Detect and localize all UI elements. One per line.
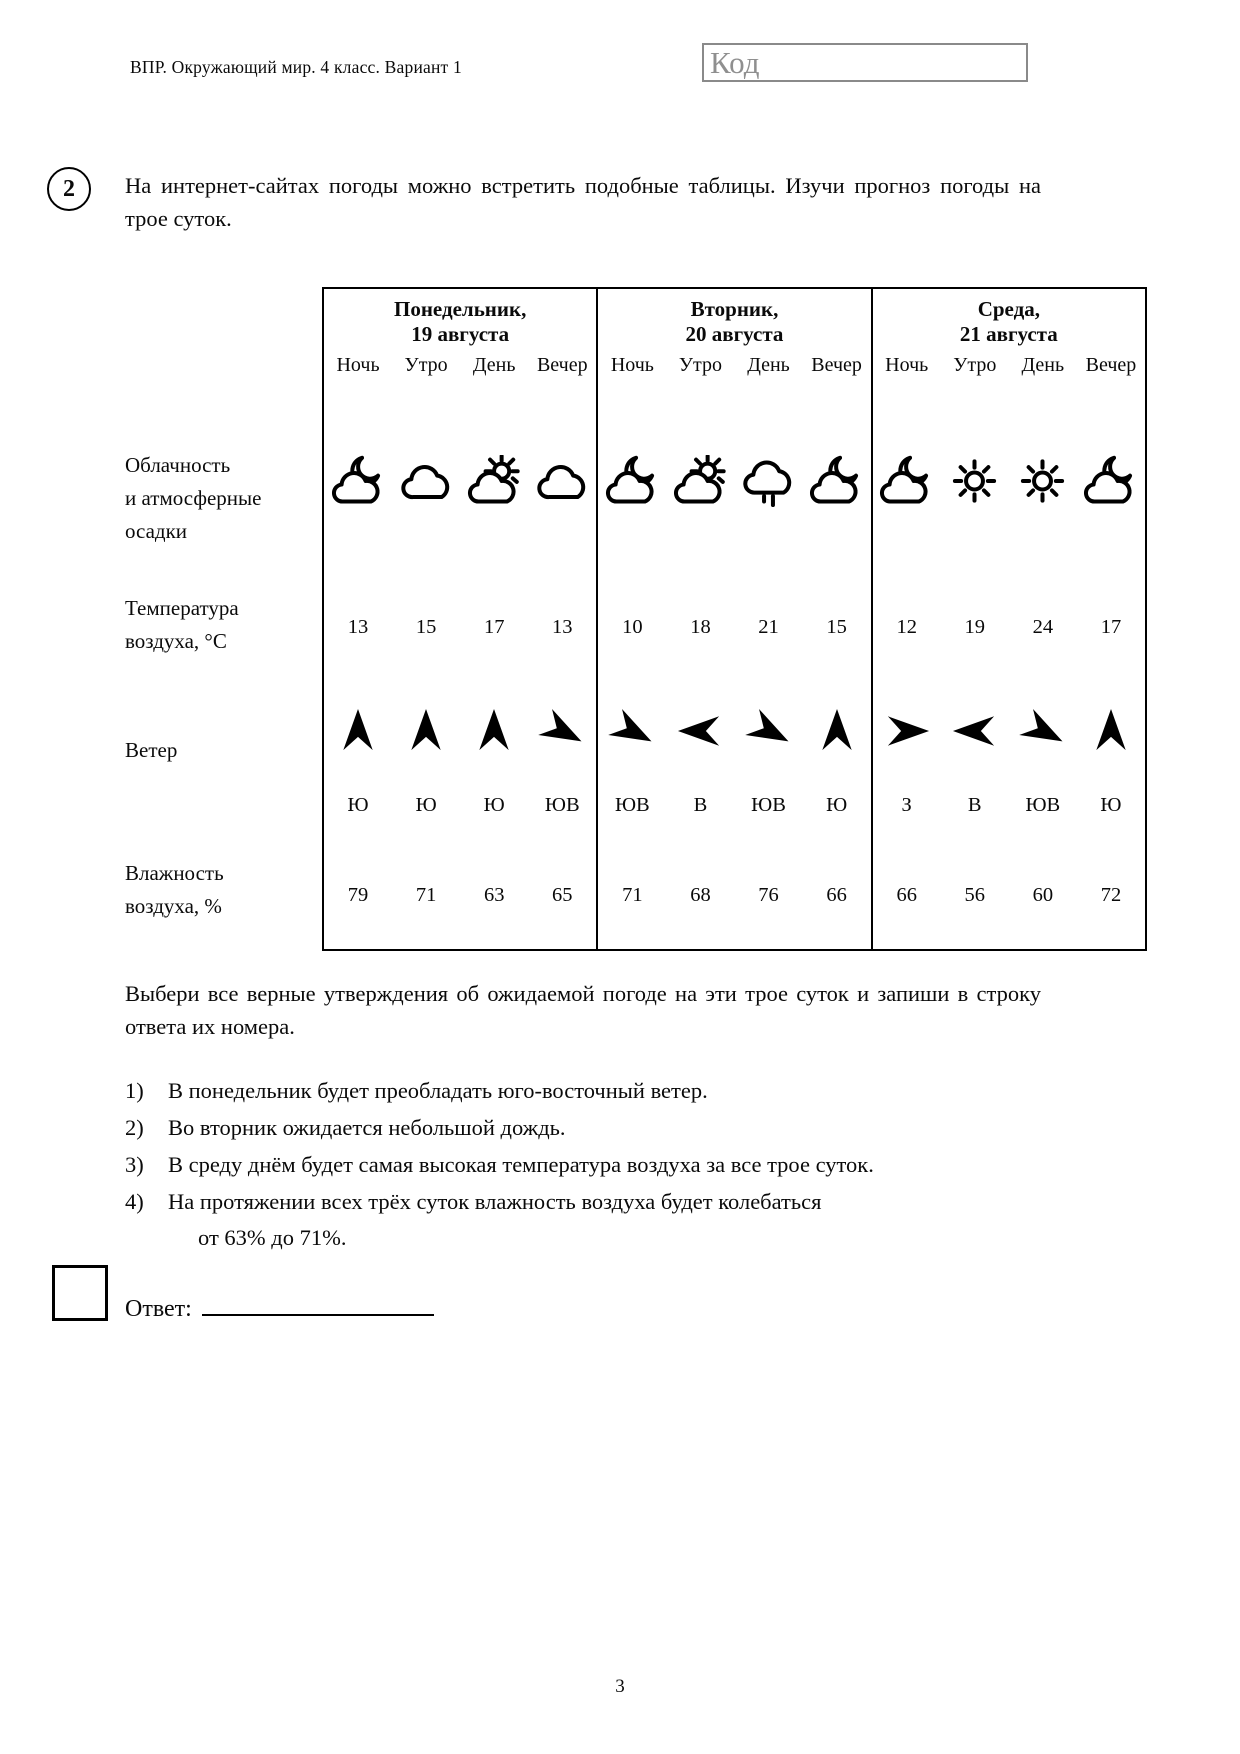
wind-arrow-icon [744, 704, 794, 758]
statements-list [125, 1073, 1041, 1257]
wind-direction-value: Ю [826, 793, 848, 816]
row-label-humidity: Влажность воздуха, % [125, 861, 224, 918]
day-name: Понедельник, 19 августа [393, 297, 527, 346]
wind-direction-value: ЮВ [544, 793, 580, 816]
cloudiness-row [598, 383, 870, 561]
wind-direction-value: Ю [1100, 793, 1122, 816]
wind-arrow-row [873, 693, 1145, 769]
day-column-2 [596, 289, 870, 949]
wind-arrow-icon [1018, 704, 1068, 758]
task-question-text: Выбери все верные утверждения об ожидаемой погоде на эти трое суток и запиши в строку ответа их номера. [125, 981, 1041, 1039]
humidity-value: 68 [690, 883, 711, 906]
humidity-value: 71 [415, 883, 437, 906]
statement-item-2 [125, 1110, 1041, 1146]
statement-number: 3) [125, 1152, 144, 1177]
humidity-value: 66 [826, 883, 847, 906]
wind-direction-value: Ю [347, 793, 369, 816]
humidity-row [873, 841, 1145, 949]
sun-cloud-icon [466, 455, 523, 507]
humidity-value: 63 [483, 883, 505, 906]
day-name: Вторник, 20 августа [685, 297, 784, 346]
row-label-clouds: Облачность и атмосферные осадки [125, 453, 262, 543]
wind-direction-value: ЮВ [614, 793, 650, 816]
wind-arrow-row [598, 693, 870, 769]
time-label: День [747, 353, 790, 376]
forecast-table [322, 287, 1147, 951]
wind-direction-value: В [693, 793, 708, 816]
time-of-day-row [598, 347, 870, 383]
answer-row [125, 1290, 434, 1323]
humidity-value: 72 [1100, 883, 1122, 906]
temperature-row [598, 561, 870, 693]
time-label: Вечер [536, 353, 588, 376]
temperature-value: 12 [896, 615, 917, 638]
wind-arrow-icon [675, 704, 725, 758]
temperature-value: 17 [483, 615, 505, 638]
day-name: Среда, 21 августа [959, 297, 1058, 346]
wind-arrow-icon [607, 704, 657, 758]
wind-direction-value: Ю [483, 793, 505, 816]
code-box [702, 43, 1028, 82]
wind-direction-row [873, 769, 1145, 841]
wind-direction-value: ЮВ [751, 793, 786, 816]
temperature-value: 13 [347, 615, 369, 638]
wind-arrow-icon [469, 704, 519, 758]
statement-item-3 [125, 1147, 1041, 1183]
temperature-value: 21 [758, 615, 779, 638]
wind-arrow-icon [537, 704, 587, 758]
wind-arrow-icon [812, 704, 862, 758]
cloudiness-row [324, 383, 596, 561]
wind-direction-value: Ю [415, 793, 437, 816]
temperature-row [873, 561, 1145, 693]
task-number: 2 [63, 175, 75, 202]
wind-arrow-icon [333, 704, 383, 758]
time-label: День [1021, 353, 1065, 376]
wind-direction-row [598, 769, 870, 841]
time-label: Утро [953, 353, 997, 376]
moon-cloud-icon [330, 455, 387, 507]
forecast-section [125, 287, 1147, 951]
humidity-row [598, 841, 870, 949]
statement-number: 2) [125, 1115, 144, 1140]
temperature-value: 24 [1032, 615, 1054, 638]
sun-icon [946, 455, 1003, 507]
sun-icon [1014, 455, 1071, 507]
statement-text: В понедельник будет преобладать юго-восточный ветер. [168, 1078, 708, 1103]
temperature-value: 18 [690, 615, 711, 638]
wind-direction-value: З [901, 793, 912, 816]
time-of-day-row [324, 347, 596, 383]
statement-item-4 [125, 1184, 1041, 1256]
temperature-value: 13 [552, 615, 573, 638]
temperature-value: 19 [964, 615, 986, 638]
wind-arrow-row [324, 693, 596, 769]
wind-direction-value: В [967, 793, 982, 816]
humidity-value: 66 [896, 883, 917, 906]
moon-cloud-icon [878, 455, 935, 507]
statement-text: В среду днём будет самая высокая температура воздуха за все трое суток. [168, 1152, 874, 1177]
humidity-value: 65 [552, 883, 573, 906]
statement-text: Во вторник ожидается небольшой дождь. [168, 1115, 566, 1140]
statement-number: 1) [125, 1078, 144, 1103]
moon-cloud-icon [1082, 455, 1139, 507]
cloud-icon [534, 455, 591, 507]
rain-cloud-icon [740, 455, 797, 507]
temperature-value: 15 [415, 615, 437, 638]
code-box-label: Код [710, 45, 760, 80]
answer-label: Ответ: [125, 1296, 192, 1322]
time-label: Утро [404, 353, 448, 376]
time-label: Ночь [336, 353, 380, 376]
task-intro-text: На интернет-сайтах погоды можно встретить подобные таблицы. Изучи прогноз погоды на трое суток. [125, 173, 1041, 231]
wind-arrow-icon [1086, 704, 1136, 758]
time-of-day-row [873, 347, 1145, 383]
row-label-temperature: Температура воздуха, °C [125, 596, 239, 653]
time-label: Ночь [885, 353, 929, 376]
day-column-1 [324, 289, 596, 949]
page-header-title: ВПР. Окружающий мир. 4 класс. Вариант 1 [130, 57, 462, 77]
time-label: День [472, 353, 516, 376]
moon-cloud-icon [808, 455, 865, 507]
time-label: Ночь [610, 353, 654, 376]
humidity-value: 79 [347, 883, 369, 906]
statement-number: 4) [125, 1189, 144, 1214]
cloudiness-row [873, 383, 1145, 561]
temperature-value: 17 [1100, 615, 1122, 638]
humidity-value: 56 [964, 883, 986, 906]
statement-text: На протяжении всех трёх суток влажность воздуха будет колебаться от 63% до 71%. [168, 1189, 822, 1250]
statement-item-1 [125, 1073, 1041, 1109]
cloud-icon [398, 455, 455, 507]
row-label-wind: Ветер [125, 738, 178, 762]
time-label: Утро [678, 353, 723, 376]
score-box [52, 1265, 108, 1321]
temperature-value: 10 [622, 615, 643, 638]
wind-arrow-icon [401, 704, 451, 758]
time-label: Вечер [811, 353, 862, 376]
wind-arrow-icon [882, 704, 932, 758]
temperature-value: 15 [826, 615, 847, 638]
sun-cloud-icon [672, 455, 729, 507]
humidity-value: 60 [1032, 883, 1054, 906]
wind-direction-row [324, 769, 596, 841]
task-number-badge [47, 167, 91, 211]
humidity-value: 76 [758, 883, 779, 906]
page-number: 3 [615, 1676, 625, 1697]
time-label: Вечер [1085, 353, 1137, 376]
wind-direction-value: ЮВ [1025, 793, 1061, 816]
humidity-row [324, 841, 596, 949]
temperature-row [324, 561, 596, 693]
table-row-labels [125, 287, 322, 951]
day-column-3 [871, 289, 1145, 949]
wind-arrow-icon [950, 704, 1000, 758]
moon-cloud-icon [604, 455, 661, 507]
humidity-value: 71 [622, 883, 643, 906]
answer-blank-line [202, 1290, 434, 1316]
